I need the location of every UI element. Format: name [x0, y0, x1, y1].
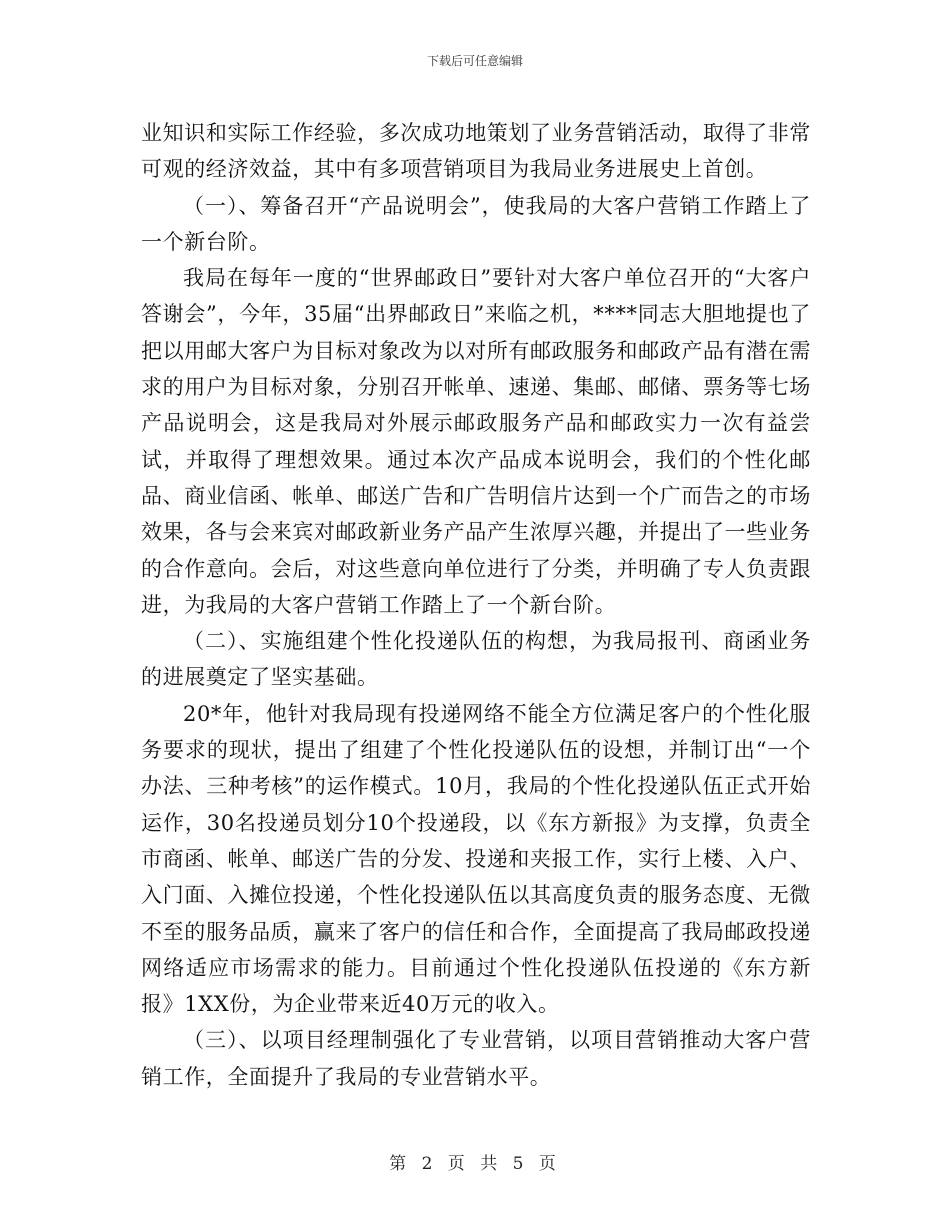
- paragraph-delivery-team: 20*年，他针对我局现有投递网络不能全方位满足客户的个性化服务要求的现状，提出了组建了个性化投递队伍的设想，并制订出“一个办法、三种考核”的运作模式。10月，我局的个性化投递队伍正式开始运作，30名投递员划分10个投递段，以《东方新报》为支撑，负责全市商函、帐单、邮送广告的分发、投递和夹报工作，实行上楼、入户、入门面、入摊位投递，个性化投递队伍以其高度负责的服务态度、无微不至的服务品质，赢来了客户的信任和合作，全面提高了我局邮政投递网络适应市场需求的能力。目前通过个性化投递队伍投递的《东方新报》1XX份，为企业带来近40万元的收入。: [141, 701, 811, 1017]
- page-number: 第 2 页 共 5 页: [389, 1154, 561, 1174]
- section-heading-2: （二）、实施组建个性化投递队伍的构想，为我局报刊、商函业务的进展奠定了坚实基础。: [141, 629, 811, 690]
- section-heading-1: （一）、筹备召开“产品说明会”，使我局的大客户营销工作踏上了一个新台阶。: [141, 193, 811, 254]
- document-body: [141, 115, 811, 1095]
- paragraph-continuation: 业知识和实际工作经验，多次成功地策划了业务营销活动，取得了非常可观的经济效益，其中有多项营销项目为我局业务进展史上首创。: [141, 121, 811, 182]
- section-heading-3: （三）、以项目经理制强化了专业营销，以项目营销推动大客户营销工作，全面提升了我局的专业营销水平。: [141, 1028, 811, 1089]
- paragraph-product-briefing: 我局在每年一度的“世界邮政日”要针对大客户单位召开的“大客户答谢会”，今年，35届“出界邮政日”来临之机，****同志大胆地提也了把以用邮大客户为目标对象改为以对所有邮政服务和邮政产品有潜在需求的用户为目标对象，分别召开帐单、速递、集邮、邮储、票务等七场产品说明会，这是我局对外展示邮政服务产品和邮政实力一次有益尝试，并取得了理想效果。通过本次产品成本说明会，我们的个性化邮品、商业信函、帐单、邮送广告和广告明信片达到一个广而告之的市场效果，各与会来宾对邮政新业务产品产生浓厚兴趣，并提出了一些业务的合作意向。会后，对这些意向单位进行了分类，并明确了专人负责跟进，为我局的大客户营销工作踏上了一个新台阶。: [141, 266, 811, 617]
- page-header-note: 下载后可任意编辑: [426, 54, 523, 68]
